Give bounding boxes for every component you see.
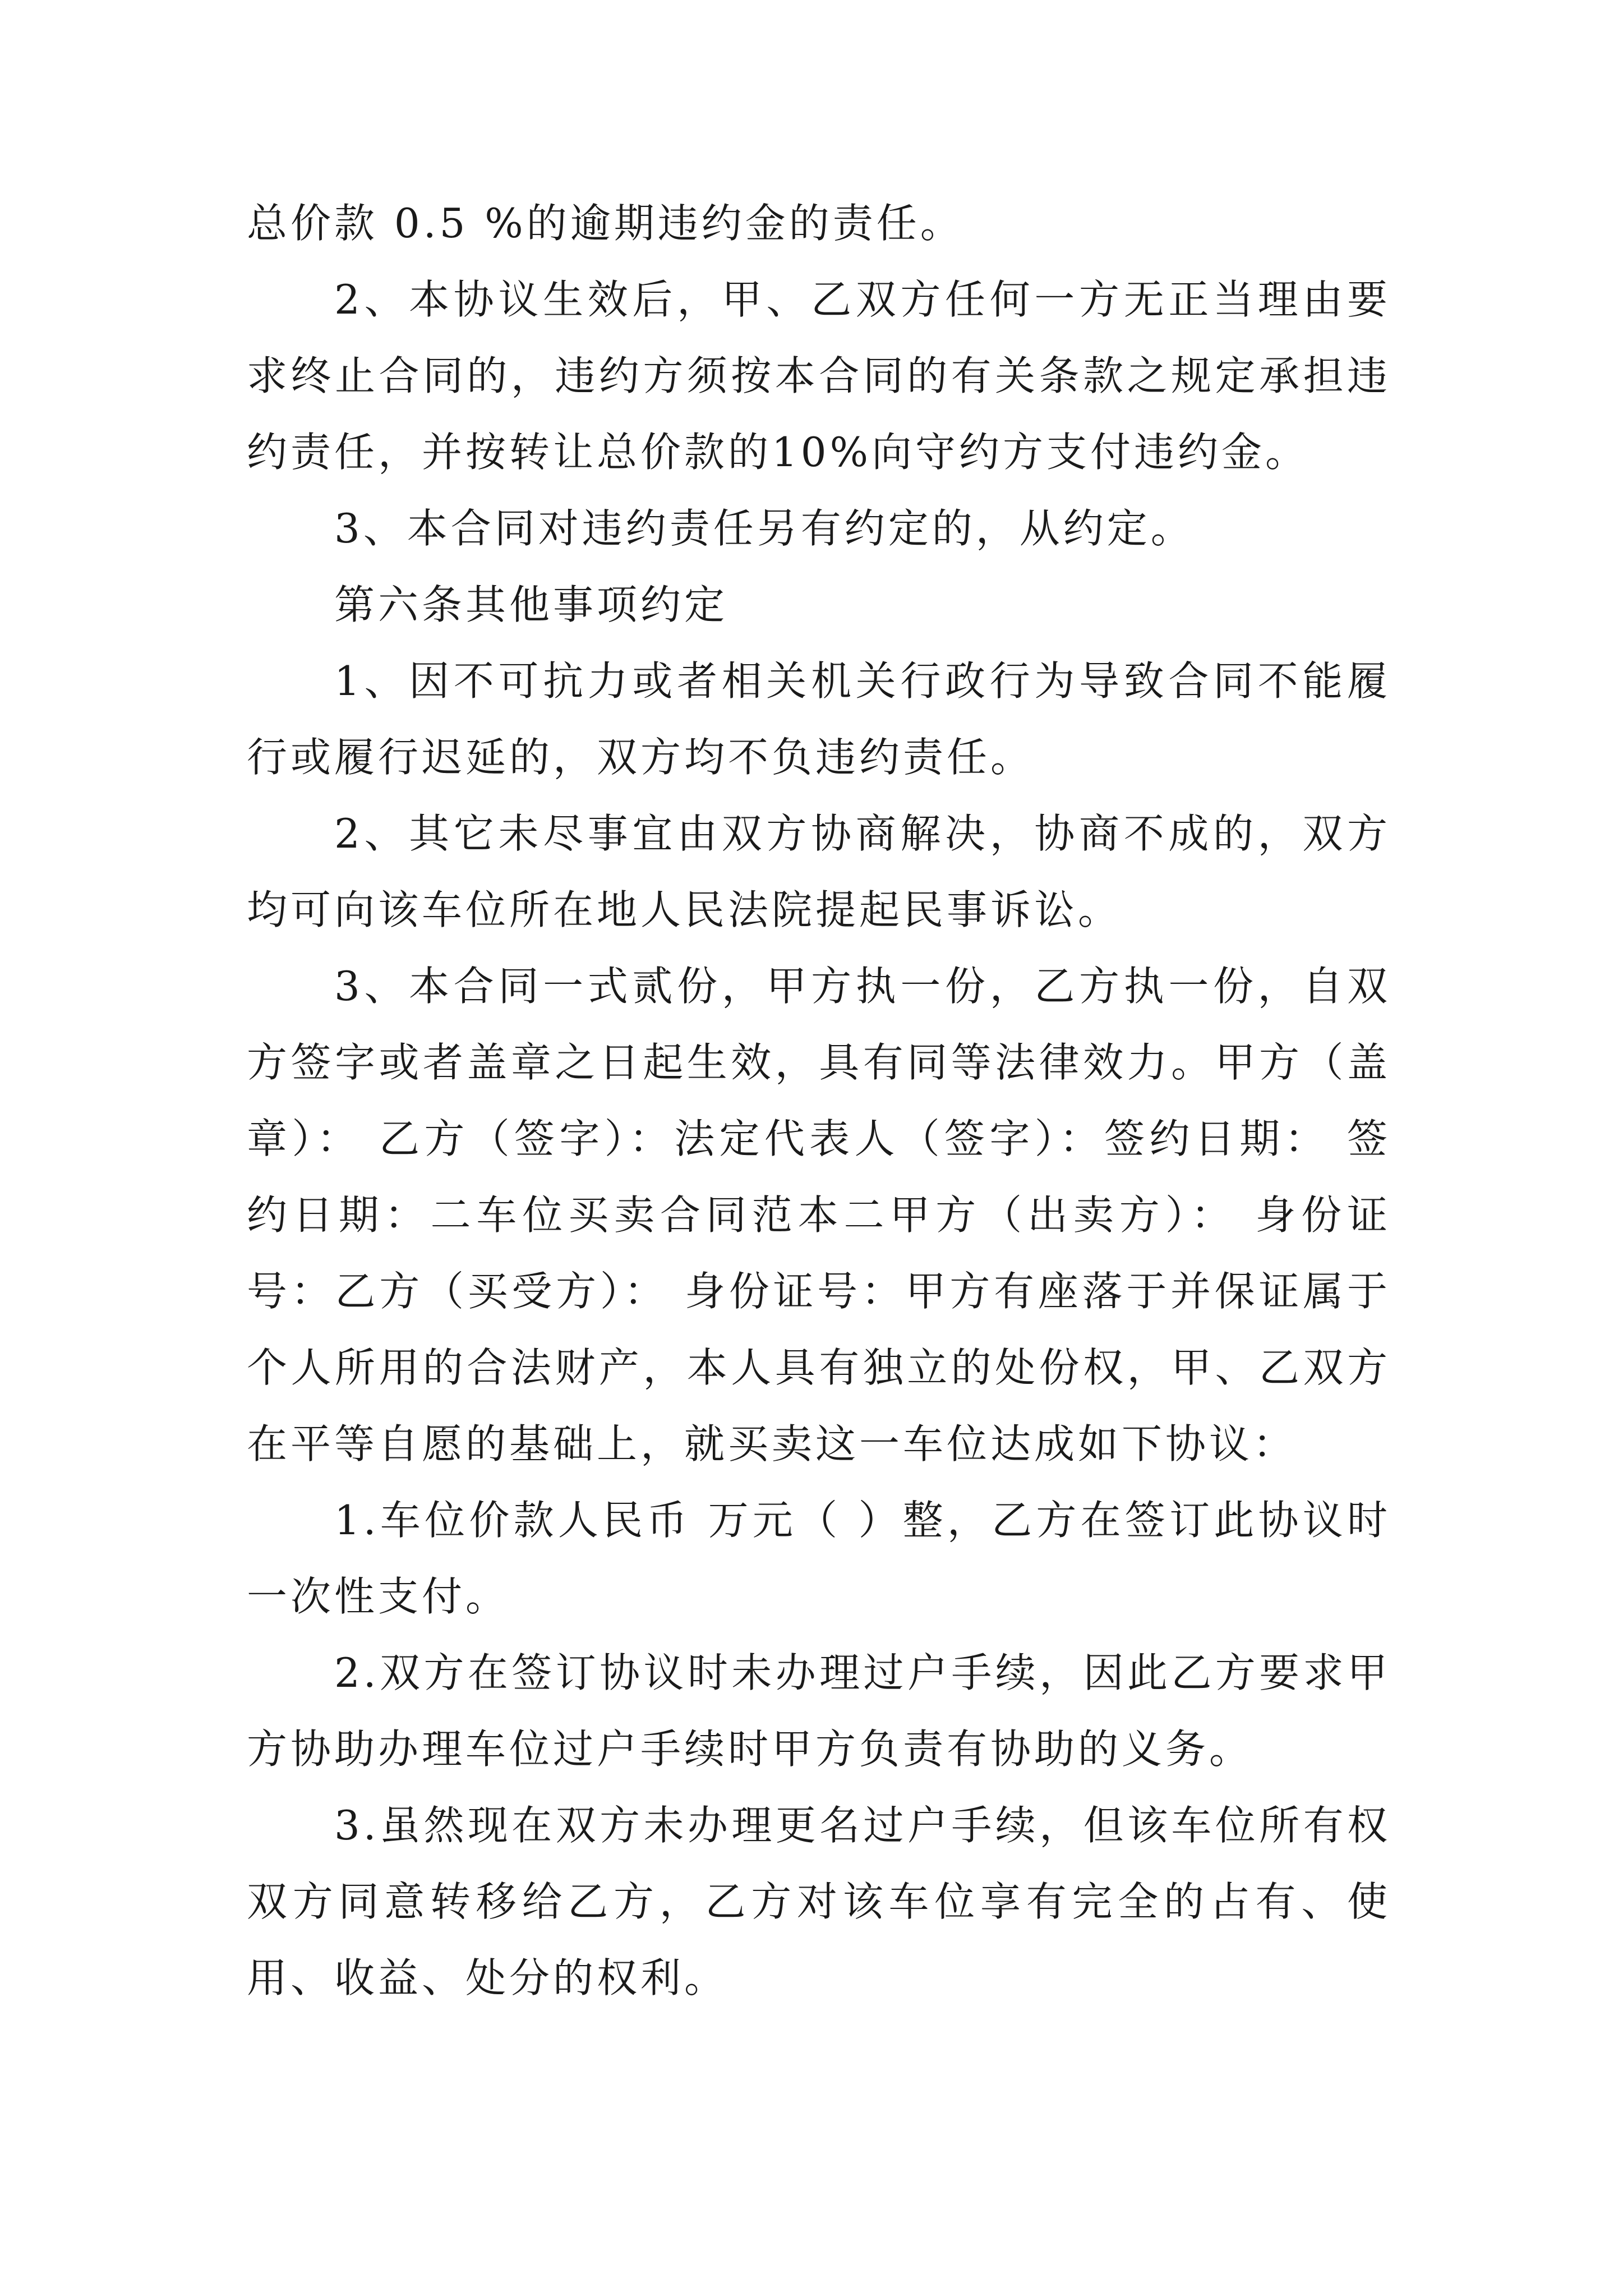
paragraph-10: 3.虽然现在双方未办理更名过户手续，但该车位所有权双方同意转移给乙方，乙方对该车位享有完全的占有、使用、收益、处分的权利。 xyxy=(247,1802,1391,2001)
paragraph-7: 3、本合同一式贰份，甲方执一份，乙方执一份，自双方签字或者盖章之日起生效，具有同等法律效力。甲方（盖章）： 乙方（签字）：法定代表人（签字）：签约日期： 签约日期：二车位买卖合同范本二甲方（出卖方）： 身份证号：乙方（买受方）： 身份证号：甲方有座落于并保证属于个人所用的合法财产，本人具有独立的处份权，甲、乙双方在平等自愿的基础上，就买卖这一车位达成如下协议： xyxy=(247,963,1391,1467)
paragraph-6: 2、其它未尽事宜由双方协商解决，协商不成的，双方均可向该车位所在地人民法院提起民事诉讼。 xyxy=(247,810,1391,933)
paragraph-2: 2、本协议生效后，甲、乙双方任何一方无正当理由要求终止合同的，违约方须按本合同的有关条款之规定承担违约责任，并按转让总价款的10%向守约方支付违约金。 xyxy=(247,276,1391,476)
paragraph-1: 总价款 0.5 %的逾期违约金的责任。 xyxy=(247,200,964,247)
paragraph-9: 2.双方在签订协议时未办理过户手续，因此乙方要求甲方协助办理车位过户手续时甲方负责有协助的义务。 xyxy=(247,1649,1391,1773)
paragraph-8: 1.车位价款人民币 万元（ ）整，乙方在签订此协议时一次性支付。 xyxy=(247,1497,1391,1620)
document-body xyxy=(247,185,1391,2016)
section-heading-article-6: 第六条其他事项约定 xyxy=(334,581,728,628)
paragraph-3: 3、本合同对违约责任另有约定的，从约定。 xyxy=(334,505,1195,552)
paragraph-5: 1、因不可抗力或者相关机关行政行为导致合同不能履行或履行迟延的，双方均不负违约责任。 xyxy=(247,657,1391,781)
